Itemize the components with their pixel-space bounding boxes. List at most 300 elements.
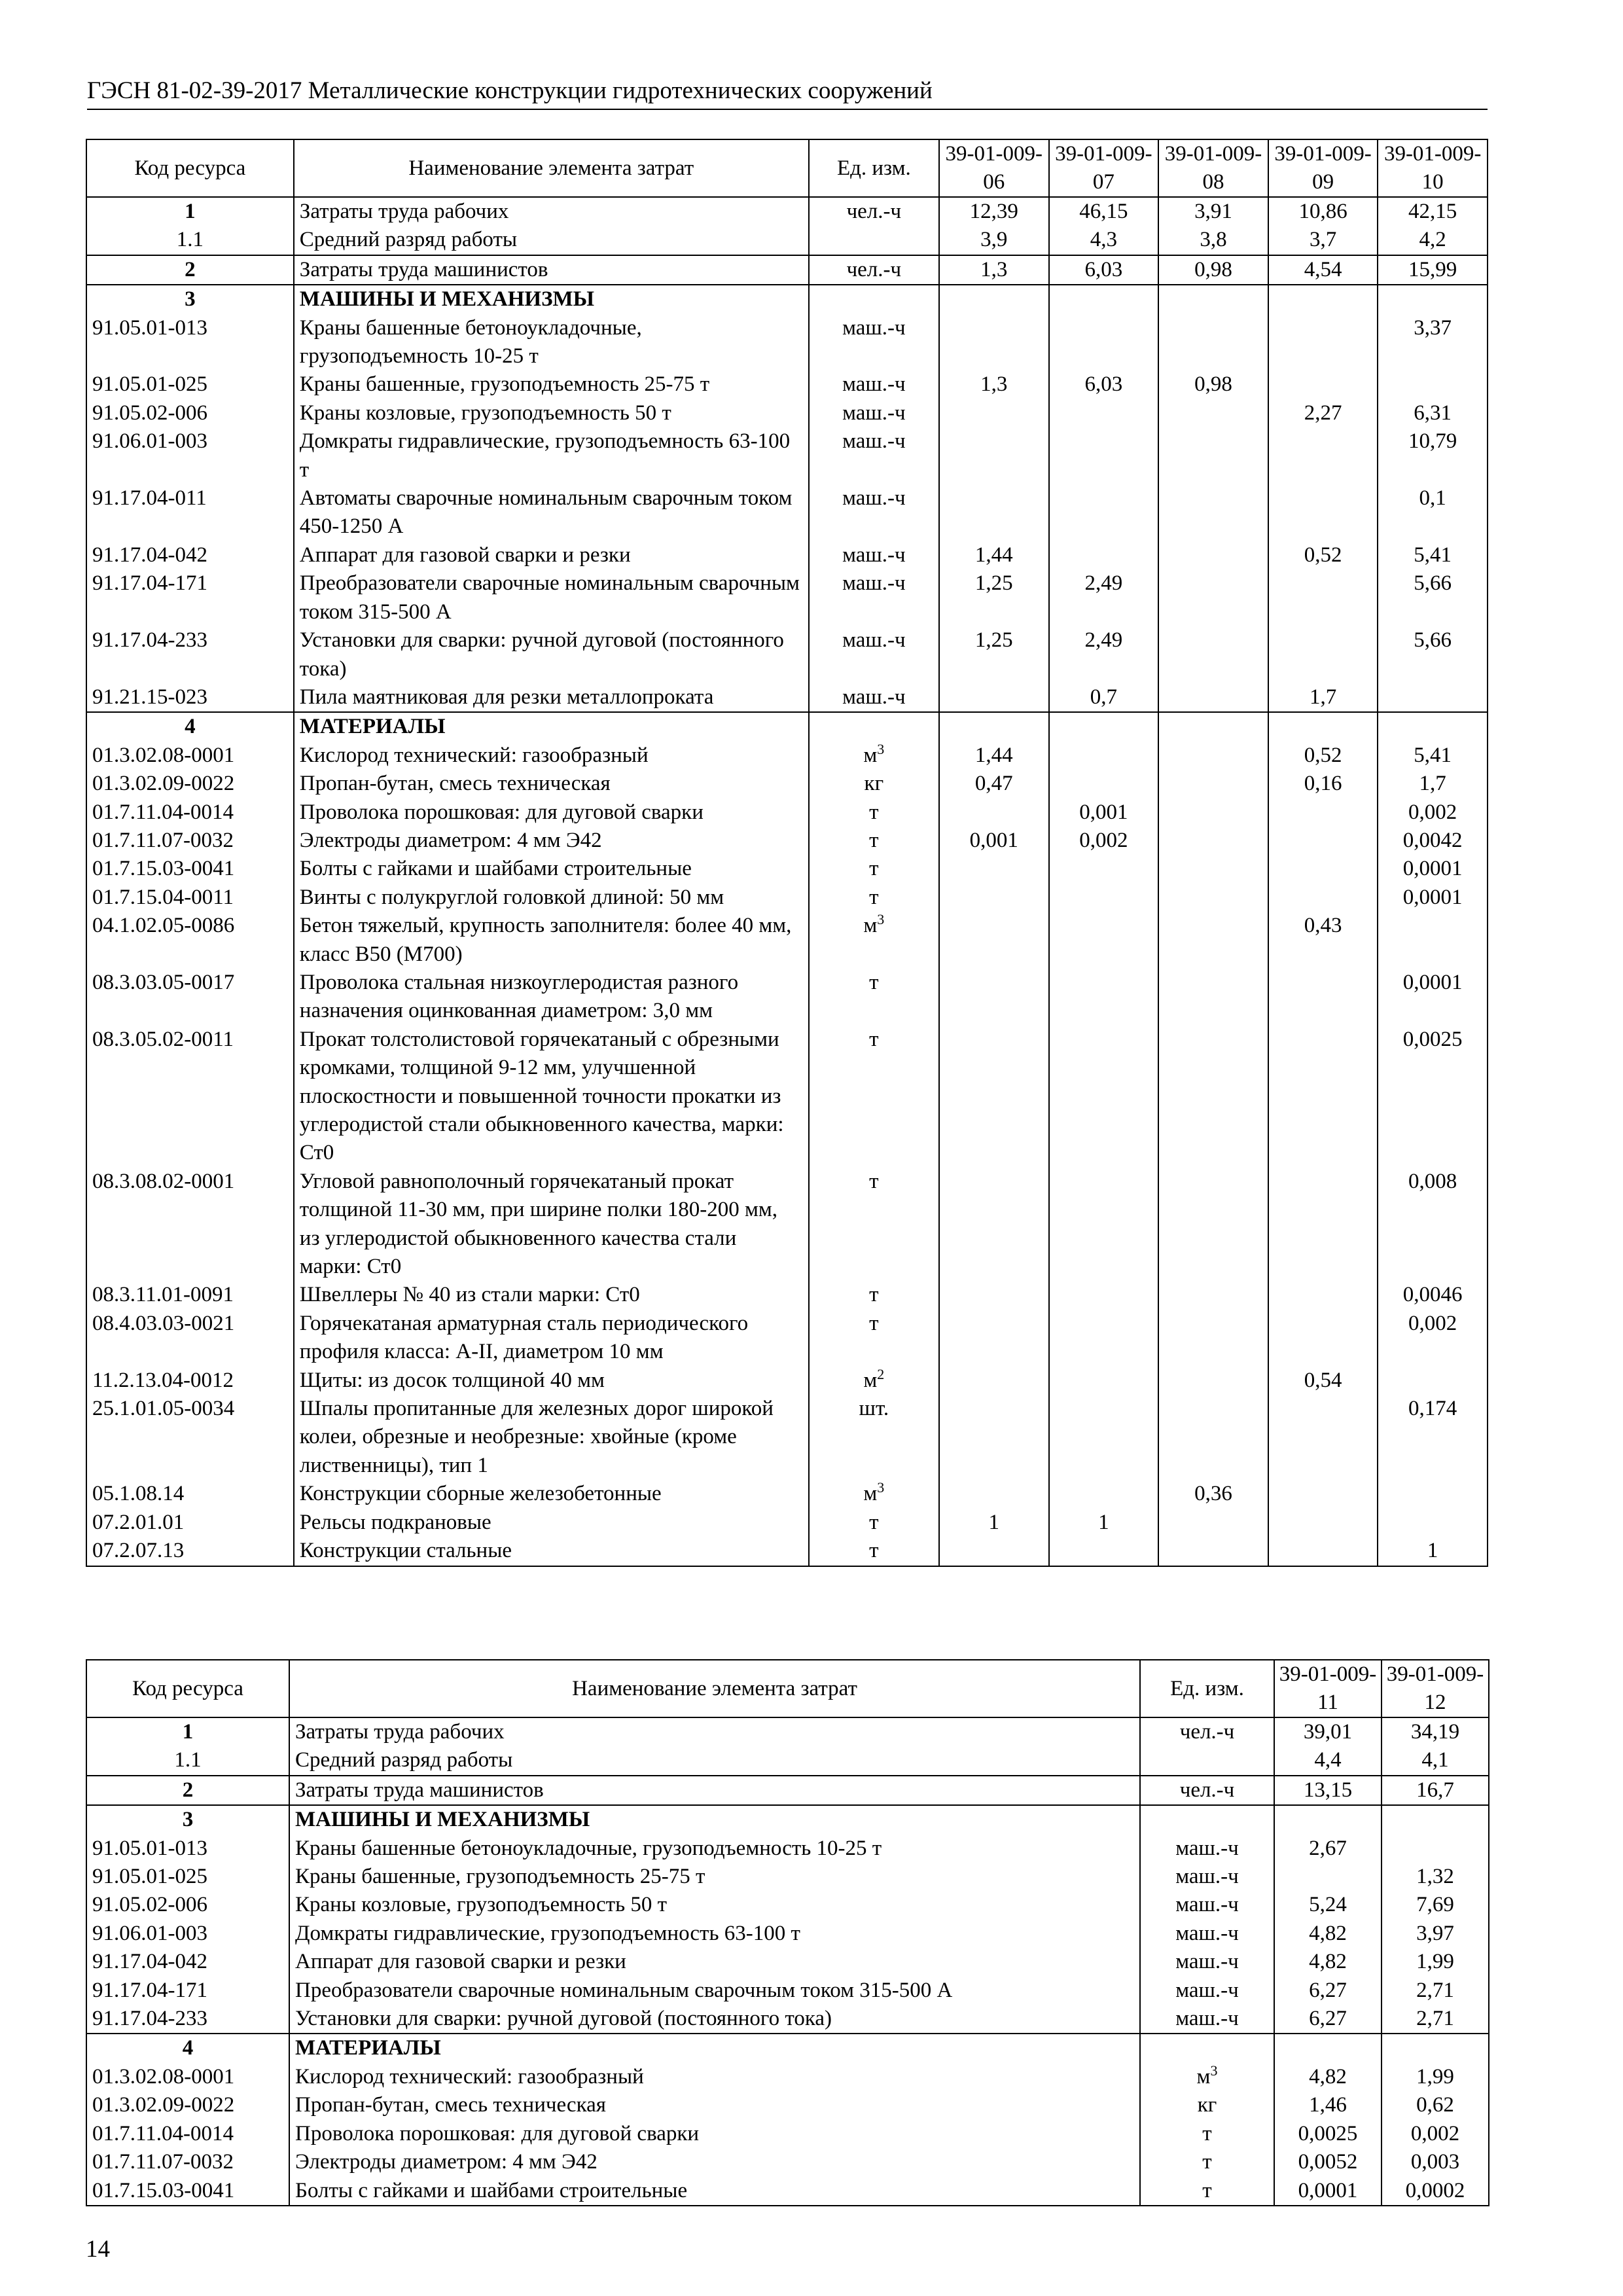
rate-value: 0,0042 xyxy=(1378,827,1488,855)
resource-code: 04.1.02.05-0086 xyxy=(86,912,294,969)
table-row xyxy=(86,2063,1489,2091)
rate-value xyxy=(939,855,1049,883)
rate-value: 3,9 xyxy=(939,226,1049,255)
resource-name: МАШИНЫ И МЕХАНИЗМЫ xyxy=(294,285,809,314)
rate-value xyxy=(1049,742,1159,770)
table-row xyxy=(86,255,1488,285)
unit-text: т xyxy=(869,1169,879,1193)
unit-cell xyxy=(1140,1835,1274,1863)
rate-value xyxy=(939,683,1049,712)
table-row xyxy=(86,370,1488,399)
resource-code: 91.21.15-023 xyxy=(86,683,294,712)
rate-value xyxy=(1268,1395,1378,1480)
rate-value xyxy=(939,1310,1049,1367)
unit-cell xyxy=(809,827,939,855)
rate-value: 1,44 xyxy=(939,742,1049,770)
rate-value: 5,66 xyxy=(1378,569,1488,626)
rate-value xyxy=(1049,399,1159,427)
resource-code: 1 xyxy=(86,1717,289,1746)
resource-name: Установки для сварки: ручной дуговой (постоянного тока) xyxy=(294,626,809,683)
rate-value xyxy=(1378,712,1488,741)
rate-value xyxy=(1268,884,1378,912)
resource-name: Краны башенные, грузоподъемность 25-75 т xyxy=(289,1863,1140,1891)
resource-name: Бетон тяжелый, крупность заполнителя: более 40 мм, класс В50 (М700) xyxy=(294,912,809,969)
column-header-rate: 39-01-009-08 xyxy=(1158,139,1268,197)
column-header-rate: 39-01-009-09 xyxy=(1268,139,1378,197)
rate-value xyxy=(1158,484,1268,541)
rate-value: 0,002 xyxy=(1378,1310,1488,1367)
table-row xyxy=(86,285,1488,314)
rate-value xyxy=(1049,912,1159,969)
unit-text: чел.-ч xyxy=(846,200,902,223)
unit-text: маш.-ч xyxy=(842,315,906,340)
resource-name: Швеллеры № 40 из стали марки: Ст0 xyxy=(294,1281,809,1309)
rate-value xyxy=(939,912,1049,969)
rate-value: 0,54 xyxy=(1268,1367,1378,1395)
rate-value: 6,03 xyxy=(1049,370,1159,399)
rate-value xyxy=(939,427,1049,484)
unit-cell xyxy=(1140,1717,1274,1746)
unit-text: т xyxy=(869,885,879,909)
resource-name: Болты с гайками и шайбами строительные xyxy=(294,855,809,883)
resource-code: 08.3.05.02-0011 xyxy=(86,1026,294,1168)
unit-exponent: 3 xyxy=(877,911,885,928)
resource-name: Горячекатаная арматурная сталь периодического профиля класса: А-II, диаметром 10 мм xyxy=(294,1310,809,1367)
unit-cell xyxy=(809,399,939,427)
table-row xyxy=(86,855,1488,883)
table-row xyxy=(86,427,1488,484)
rate-value: 0,36 xyxy=(1158,1480,1268,1508)
unit-cell xyxy=(809,884,939,912)
unit-text: маш.-ч xyxy=(1175,2007,1239,2031)
resource-code: 91.17.04-233 xyxy=(86,2005,289,2034)
unit-text: маш.-ч xyxy=(1175,1921,1239,1945)
resource-code: 01.7.15.03-0041 xyxy=(86,2177,289,2206)
unit-text: м xyxy=(863,743,878,767)
rate-value: 4,82 xyxy=(1274,1920,1382,1948)
table-row xyxy=(86,484,1488,541)
rate-value: 1,32 xyxy=(1382,1863,1489,1891)
rate-value: 0,003 xyxy=(1382,2148,1489,2176)
rate-value: 39,01 xyxy=(1274,1717,1382,1746)
unit-text: м xyxy=(1196,2064,1211,2089)
resource-name: Краны башенные бетоноукладочные, грузоподъемность 10-25 т xyxy=(289,1835,1140,1863)
table-row xyxy=(86,1310,1488,1367)
rate-value xyxy=(1049,712,1159,741)
unit-cell xyxy=(809,855,939,883)
rate-value xyxy=(1158,712,1268,741)
unit-cell xyxy=(809,197,939,226)
rate-value xyxy=(1268,969,1378,1026)
unit-text: маш.-ч xyxy=(1175,1978,1239,2002)
rate-value xyxy=(1378,285,1488,314)
rate-value: 2,71 xyxy=(1382,2005,1489,2034)
resource-code: 91.05.02-006 xyxy=(86,1891,289,1919)
unit-cell xyxy=(809,569,939,626)
rate-value: 1,46 xyxy=(1274,2091,1382,2119)
table-row xyxy=(86,1509,1488,1537)
rate-value: 2,67 xyxy=(1274,1835,1382,1863)
rate-value xyxy=(939,314,1049,371)
resource-code: 01.3.02.09-0022 xyxy=(86,2091,289,2119)
unit-cell xyxy=(809,1537,939,1566)
resource-code: 4 xyxy=(86,2034,289,2062)
unit-text: маш.-ч xyxy=(842,372,906,397)
unit-exponent: 3 xyxy=(877,740,885,757)
resource-name: Конструкции стальные xyxy=(294,1537,809,1566)
resource-name: Домкраты гидравлические, грузоподъемность 63-100 т xyxy=(289,1920,1140,1948)
table-row xyxy=(86,969,1488,1026)
table-row xyxy=(86,1480,1488,1508)
rate-value: 0,0001 xyxy=(1378,884,1488,912)
column-header-unit: Ед. изм. xyxy=(1140,1660,1274,1717)
resource-name: Аппарат для газовой сварки и резки xyxy=(289,1948,1140,1976)
rate-value: 1 xyxy=(1378,1537,1488,1566)
rate-value xyxy=(1158,1026,1268,1168)
resource-name: Кислород технический: газообразный xyxy=(294,742,809,770)
rate-value xyxy=(939,399,1049,427)
rate-value: 7,69 xyxy=(1382,1891,1489,1919)
unit-cell xyxy=(1140,2034,1274,2062)
rate-value xyxy=(939,1281,1049,1309)
resource-code: 08.4.03.03-0021 xyxy=(86,1310,294,1367)
resource-code: 91.05.02-006 xyxy=(86,399,294,427)
rate-value xyxy=(1268,1168,1378,1282)
rate-value: 6,27 xyxy=(1274,2005,1382,2034)
rate-value xyxy=(939,969,1049,1026)
rate-value: 42,15 xyxy=(1378,197,1488,226)
rate-value xyxy=(1378,1367,1488,1395)
rate-value: 0,0001 xyxy=(1274,2177,1382,2206)
table-header-row xyxy=(86,1660,1489,1717)
table-row xyxy=(86,798,1488,827)
rate-value: 2,49 xyxy=(1049,569,1159,626)
resource-name: Автоматы сварочные номинальным сварочным током 450-1250 А xyxy=(294,484,809,541)
resource-code: 01.7.15.03-0041 xyxy=(86,855,294,883)
resource-name: Угловой равнополочный горячекатаный прокат толщиной 11-30 мм, при ширине полки 180-200 мм, из углеродистой обыкновенного качества стали марки: Ст0 xyxy=(294,1168,809,1282)
unit-cell xyxy=(809,1026,939,1168)
resource-code: 01.3.02.09-0022 xyxy=(86,770,294,798)
unit-cell xyxy=(809,912,939,969)
resource-name: Средний разряд работы xyxy=(289,1746,1140,1775)
resource-code: 2 xyxy=(86,1776,289,1805)
resource-code: 1.1 xyxy=(86,226,294,255)
rate-value: 1 xyxy=(939,1509,1049,1537)
resource-name: Краны козловые, грузоподъемность 50 т xyxy=(289,1891,1140,1919)
rate-value xyxy=(1378,1509,1488,1537)
rate-value: 4,82 xyxy=(1274,1948,1382,1976)
resource-name: Пила маятниковая для резки металлопроката xyxy=(294,683,809,712)
resource-name: Прокат толстолистовой горячекатаный с обрезными кромками, толщиной 9-12 мм, улучшенной плоскостности и повышенной точности прокатки из углеродистой стали обыкновенного качества, марки: Ст0 xyxy=(294,1026,809,1168)
rate-value xyxy=(1158,285,1268,314)
resource-name: Аппарат для газовой сварки и резки xyxy=(294,541,809,569)
rate-value xyxy=(1382,2034,1489,2062)
rate-value: 0,002 xyxy=(1382,2120,1489,2148)
unit-cell xyxy=(809,285,939,314)
table-row xyxy=(86,197,1488,226)
rate-value: 3,91 xyxy=(1158,197,1268,226)
rate-value xyxy=(939,484,1049,541)
rate-value xyxy=(1158,1281,1268,1309)
resource-code: 91.17.04-011 xyxy=(86,484,294,541)
resource-code: 91.17.04-171 xyxy=(86,1977,289,2005)
column-header-name: Наименование элемента затрат xyxy=(289,1660,1140,1717)
rate-value xyxy=(1268,427,1378,484)
rate-value: 0,0046 xyxy=(1378,1281,1488,1309)
rate-value: 0,002 xyxy=(1049,827,1159,855)
unit-cell xyxy=(809,1509,939,1537)
unit-cell xyxy=(1140,1776,1274,1805)
unit-text: м xyxy=(863,1368,878,1392)
table-row xyxy=(86,1395,1488,1480)
unit-cell xyxy=(809,1168,939,1282)
rate-value: 0,98 xyxy=(1158,255,1268,285)
column-header-rate: 39-01-009-11 xyxy=(1274,1660,1382,1717)
rate-value: 5,41 xyxy=(1378,742,1488,770)
resource-code: 07.2.01.01 xyxy=(86,1509,294,1537)
resource-name: Установки для сварки: ручной дуговой (постоянного тока) xyxy=(289,2005,1140,2034)
rate-value: 0,0001 xyxy=(1378,855,1488,883)
column-header-rate: 39-01-009-07 xyxy=(1049,139,1159,197)
rate-value xyxy=(1049,285,1159,314)
resource-code: 2 xyxy=(86,255,294,285)
rate-value: 1,25 xyxy=(939,626,1049,683)
rate-value: 16,7 xyxy=(1382,1776,1489,1805)
resource-name: Пропан-бутан, смесь техническая xyxy=(289,2091,1140,2119)
rate-value xyxy=(1158,541,1268,569)
rate-value xyxy=(1049,1026,1159,1168)
rate-value xyxy=(939,1168,1049,1282)
resource-name: Средний разряд работы xyxy=(294,226,809,255)
resource-name: МАТЕРИАЛЫ xyxy=(289,2034,1140,2062)
unit-cell xyxy=(1140,1863,1274,1891)
rate-value: 10,79 xyxy=(1378,427,1488,484)
resource-name: Краны башенные, грузоподъемность 25-75 т xyxy=(294,370,809,399)
rate-value xyxy=(1268,370,1378,399)
table-row xyxy=(86,1920,1489,1948)
rate-value xyxy=(1382,1835,1489,1863)
resource-code: 91.17.04-042 xyxy=(86,541,294,569)
resource-code: 91.06.01-003 xyxy=(86,1920,289,1948)
table-row xyxy=(86,1367,1488,1395)
unit-cell xyxy=(1140,1977,1274,2005)
unit-cell xyxy=(1140,1746,1274,1775)
resource-name: Электроды диаметром: 4 мм Э42 xyxy=(289,2148,1140,2176)
rate-value xyxy=(1268,855,1378,883)
rate-value xyxy=(1158,1395,1268,1480)
resource-code: 91.05.01-025 xyxy=(86,1863,289,1891)
rate-value: 0,1 xyxy=(1378,484,1488,541)
rate-value xyxy=(1268,1509,1378,1537)
unit-text: т xyxy=(869,1027,879,1051)
table-row xyxy=(86,2091,1489,2119)
table-body xyxy=(86,197,1488,1566)
unit-text: маш.-ч xyxy=(842,429,906,454)
rate-value xyxy=(1158,1310,1268,1367)
resource-name: Проволока порошковая: для дуговой сварки xyxy=(289,2120,1140,2148)
unit-text: т xyxy=(869,1510,879,1534)
rate-value xyxy=(1158,969,1268,1026)
rate-value xyxy=(1049,541,1159,569)
rate-value: 15,99 xyxy=(1378,255,1488,285)
table-row xyxy=(86,226,1488,255)
rate-value xyxy=(1274,1863,1382,1891)
table-row xyxy=(86,2005,1489,2034)
resource-code: 3 xyxy=(86,285,294,314)
unit-text: т xyxy=(1202,2121,1212,2145)
unit-exponent: 3 xyxy=(1210,2062,1218,2079)
rate-value xyxy=(1158,855,1268,883)
rate-value: 4,3 xyxy=(1049,226,1159,255)
table-row xyxy=(86,399,1488,427)
rate-value xyxy=(939,884,1049,912)
rate-value xyxy=(1049,1537,1159,1566)
column-header-unit: Ед. изм. xyxy=(809,139,939,197)
rate-value xyxy=(1158,569,1268,626)
rate-value: 4,4 xyxy=(1274,1746,1382,1775)
rate-value: 46,15 xyxy=(1049,197,1159,226)
table-row xyxy=(86,884,1488,912)
unit-text: чел.-ч xyxy=(846,257,902,281)
unit-cell xyxy=(809,255,939,285)
rate-value: 1,44 xyxy=(939,541,1049,569)
rate-value xyxy=(1049,884,1159,912)
rate-value xyxy=(1049,1281,1159,1309)
unit-cell xyxy=(809,683,939,712)
unit-text: маш.-ч xyxy=(842,543,906,567)
table-row xyxy=(86,712,1488,741)
unit-cell xyxy=(809,370,939,399)
rate-value xyxy=(1158,1367,1268,1395)
unit-cell xyxy=(809,1395,939,1480)
rate-value xyxy=(1158,912,1268,969)
table-row xyxy=(86,541,1488,569)
resource-code: 91.17.04-042 xyxy=(86,1948,289,1976)
rate-value: 0,0002 xyxy=(1382,2177,1489,2206)
resource-name: Рельсы подкрановые xyxy=(294,1509,809,1537)
rate-value: 6,31 xyxy=(1378,399,1488,427)
rate-value: 0,0001 xyxy=(1378,969,1488,1026)
unit-cell xyxy=(809,770,939,798)
unit-text: м xyxy=(863,1482,878,1506)
rate-value: 1,99 xyxy=(1382,2063,1489,2091)
table-row xyxy=(86,1776,1489,1805)
rate-value xyxy=(1049,1367,1159,1395)
column-header-name: Наименование элемента затрат xyxy=(294,139,809,197)
unit-text: т xyxy=(869,1311,879,1335)
resource-name: МАШИНЫ И МЕХАНИЗМЫ xyxy=(289,1805,1140,1834)
rate-value xyxy=(1268,1480,1378,1508)
rate-value xyxy=(1049,1395,1159,1480)
rate-value xyxy=(1049,314,1159,371)
rate-value xyxy=(1382,1805,1489,1834)
rate-value xyxy=(939,712,1049,741)
resource-name: Домкраты гидравлические, грузоподъемность 63-100 т xyxy=(294,427,809,484)
rate-value xyxy=(1049,1168,1159,1282)
resource-name: Электроды диаметром: 4 мм Э42 xyxy=(294,827,809,855)
rate-value: 0,43 xyxy=(1268,912,1378,969)
rate-value: 4,2 xyxy=(1378,226,1488,255)
table-row xyxy=(86,2177,1489,2206)
rate-value xyxy=(1378,370,1488,399)
unit-cell xyxy=(1140,2148,1274,2176)
rate-value: 0,47 xyxy=(939,770,1049,798)
rate-value xyxy=(939,1026,1049,1168)
table-row xyxy=(86,2034,1489,2062)
document-title: ГЭСН 81-02-39-2017 Металлические конструкции гидротехнических сооружений xyxy=(87,77,933,104)
rate-value: 0,7 xyxy=(1049,683,1159,712)
resource-name: Щиты: из досок толщиной 40 мм xyxy=(294,1367,809,1395)
unit-text: т xyxy=(869,800,879,824)
rate-value xyxy=(1049,427,1159,484)
rate-value: 13,15 xyxy=(1274,1776,1382,1805)
rate-value: 0,52 xyxy=(1268,742,1378,770)
rate-value: 10,86 xyxy=(1268,197,1378,226)
resource-code: 4 xyxy=(86,712,294,741)
column-header-rate: 39-01-009-10 xyxy=(1378,139,1488,197)
rate-value xyxy=(1268,1310,1378,1367)
rate-value: 1,3 xyxy=(939,370,1049,399)
rate-value: 1,3 xyxy=(939,255,1049,285)
resource-table-2 xyxy=(86,1659,1489,2206)
unit-text: кг xyxy=(864,772,884,796)
resource-name: Шпалы пропитанные для железных дорог широкой колеи, обрезные и необрезные: хвойные (кроме лиственницы), тип 1 xyxy=(294,1395,809,1480)
rate-value xyxy=(1158,884,1268,912)
rate-value xyxy=(1268,285,1378,314)
rate-value xyxy=(939,798,1049,827)
unit-text: маш.-ч xyxy=(1175,1865,1239,1889)
rate-value: 0,001 xyxy=(1049,798,1159,827)
rate-value: 2,49 xyxy=(1049,626,1159,683)
resource-name: Проволока порошковая: для дуговой сварки xyxy=(294,798,809,827)
unit-text: маш.-ч xyxy=(842,571,906,596)
rate-value: 0,0052 xyxy=(1274,2148,1382,2176)
rate-value: 2,27 xyxy=(1268,399,1378,427)
resource-code: 91.17.04-171 xyxy=(86,569,294,626)
rate-value: 34,19 xyxy=(1382,1717,1489,1746)
unit-cell xyxy=(809,798,939,827)
rate-value xyxy=(939,1480,1049,1508)
rate-value xyxy=(1049,855,1159,883)
rate-value xyxy=(1158,1168,1268,1282)
rate-value: 1,7 xyxy=(1268,683,1378,712)
resource-name: Затраты труда машинистов xyxy=(294,255,809,285)
unit-cell xyxy=(1140,2091,1274,2119)
resource-code: 08.3.08.02-0001 xyxy=(86,1168,294,1282)
rate-value: 0,008 xyxy=(1378,1168,1488,1282)
rate-value xyxy=(1268,1537,1378,1566)
unit-text: маш.-ч xyxy=(842,685,906,709)
unit-exponent: 2 xyxy=(877,1365,885,1382)
rate-value: 0,002 xyxy=(1378,798,1488,827)
unit-text: т xyxy=(1202,2178,1212,2202)
unit-text: чел.-ч xyxy=(1179,1778,1235,1802)
resource-code: 1.1 xyxy=(86,1746,289,1775)
rate-value xyxy=(939,285,1049,314)
rate-value: 0,001 xyxy=(939,827,1049,855)
unit-text: т xyxy=(869,1283,879,1307)
rate-value xyxy=(1378,912,1488,969)
rate-value xyxy=(1158,770,1268,798)
resource-code: 07.2.07.13 xyxy=(86,1537,294,1566)
unit-text: маш.-ч xyxy=(842,486,906,511)
rate-value xyxy=(939,1537,1049,1566)
page-header xyxy=(87,76,1488,110)
table-row xyxy=(86,626,1488,683)
unit-cell xyxy=(1140,1891,1274,1919)
table-row xyxy=(86,2148,1489,2176)
table-header-row xyxy=(86,139,1488,197)
